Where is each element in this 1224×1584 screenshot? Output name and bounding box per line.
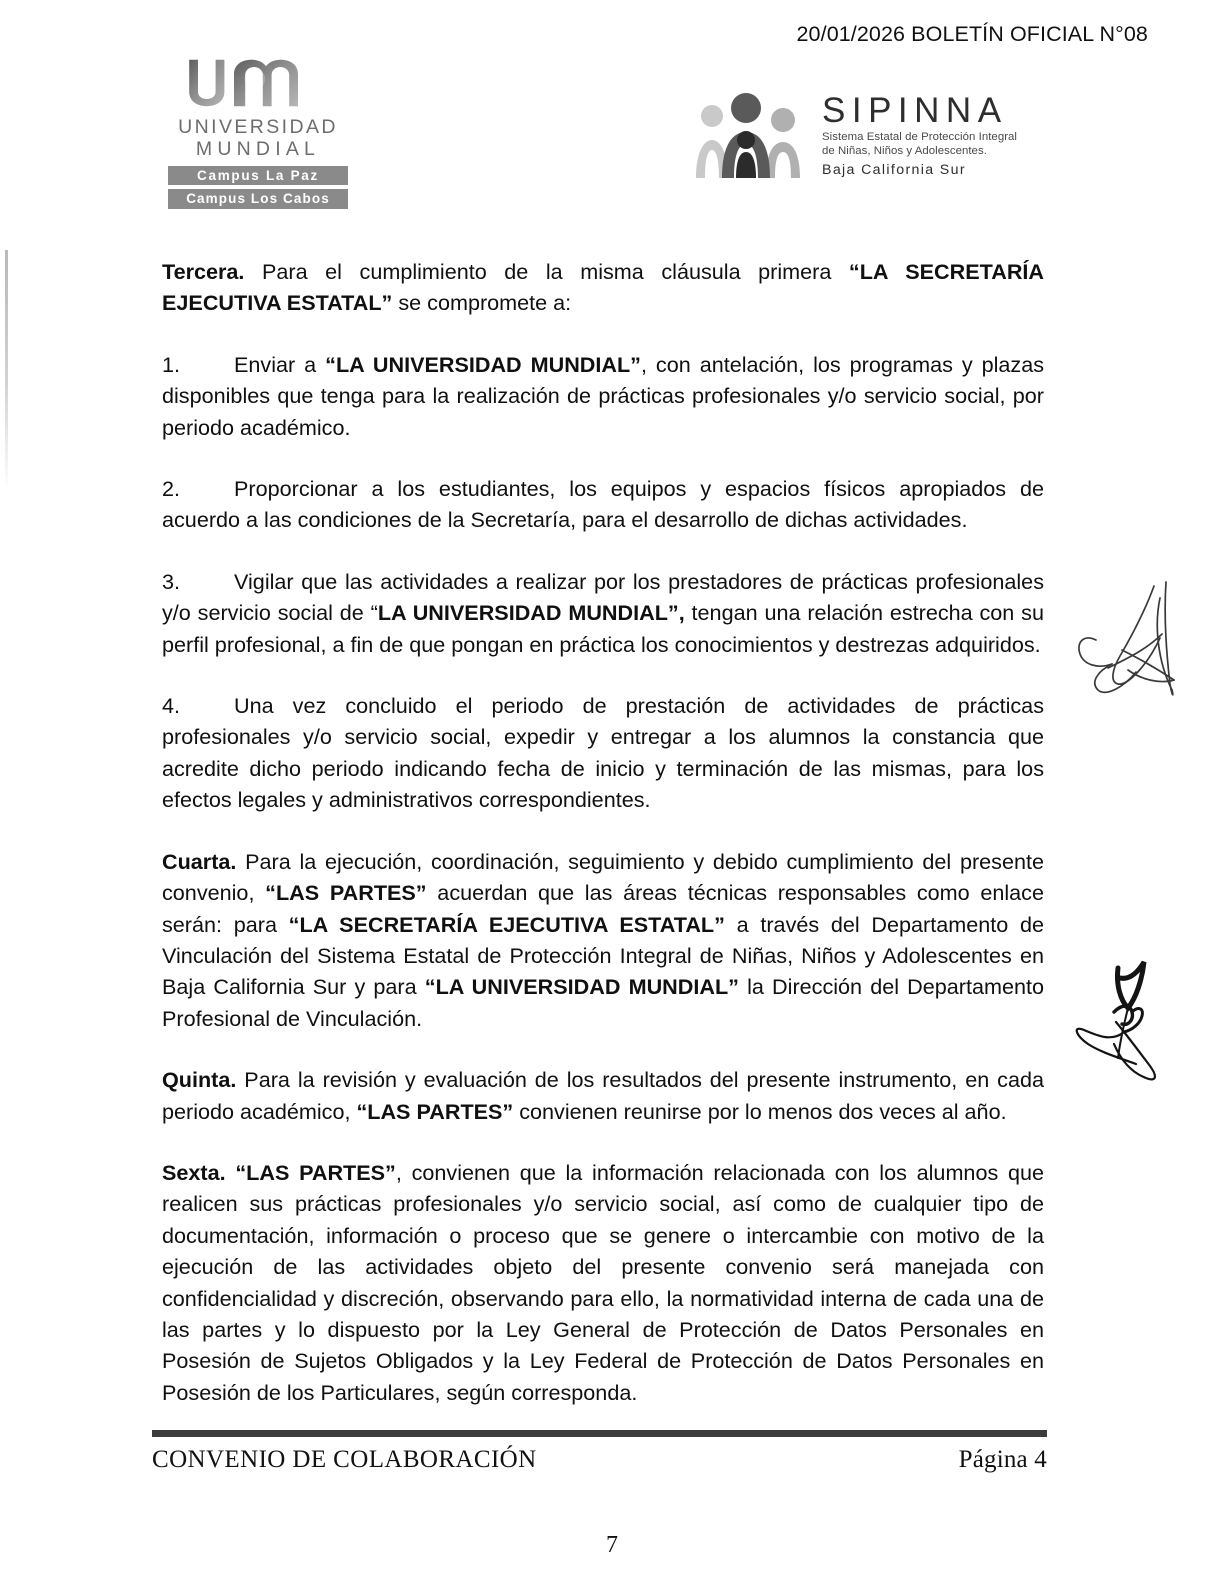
clause-quinta [162,1064,1044,1127]
signature-mark-2 [1058,938,1208,1098]
sheet-page-number: 7 [606,1532,618,1558]
list-item-1-bold1: “LA UNIVERSIDAD MUNDIAL” [325,351,641,377]
um-name-line2: MUNDIAL [195,137,321,160]
sipinna-state: Baja California Sur [822,161,966,178]
um-name-line1: UNIVERSIDAD [178,116,338,138]
list-item-3-bold1: LA UNIVERSIDAD MUNDIAL”, [377,600,685,626]
family-figures-icon [690,90,808,182]
clause-quinta-text1: Para la revisión y evaluación de los resultados del presente instrumento, en cada periodo académico, [162,1067,1044,1124]
sipinna-subtitle [822,131,1017,159]
clause-cuarta-text3: a través del Departamento de Vinculación del Sistema Estatal de Protección Integral de Niñas, Niños y Adolescentes en Baja California Sur y para [162,911,1044,1000]
sipinna-subtitle-line1: Sistema Estatal de Protección Integral [822,131,1018,143]
universidad-mundial-logo [168,55,348,209]
clause-tercera-label: Tercera. [162,259,245,284]
clause-cuarta-text1: Para la ejecución, coordinación, seguimiento y debido cumplimiento del presente convenio, [162,848,1044,906]
list-item-3-text1: Vigilar que las actividades a realizar por los prestadores de prácticas profesionales y/o servicio social de “ [162,568,1044,626]
footer [152,1446,1047,1474]
clause-cuarta [162,846,1044,1034]
list-item-3 [162,566,1044,660]
sipinna-title: SIPINNA [822,91,1008,130]
um-monogram-icon [178,55,338,111]
um-campus-la-paz-banner: Campus La Paz [168,166,348,186]
footer-document-title: CONVENIO DE COLABORACIÓN [152,1446,537,1473]
clause-cuarta-label: Cuarta. [162,848,237,874]
logo-row [0,52,1224,242]
um-campus-los-cabos-banner: Campus Los Cabos [168,189,348,209]
clause-tercera [162,256,1044,319]
clause-cuarta-bold1: “LAS PARTES” [265,880,427,906]
list-item-2-number: 2. [162,476,181,502]
bulletin-header: 20/01/2026 BOLETÍN OFICIAL N°08 [796,22,1148,46]
clause-sexta-text1 [226,1160,236,1185]
clause-tercera-bold1: “LA SECRETARÍA EJECUTIVA ESTATAL” [162,259,1045,316]
footer-page-label: Página 4 [958,1446,1047,1473]
list-item-4-number: 4. [162,693,181,719]
document-body [162,256,1044,1408]
clause-quinta-bold1: “LAS PARTES” [356,1098,514,1124]
list-item-1-number: 1. [162,351,181,377]
list-item-2-text: Proporcionar a los estudiantes, los equipos y espacios físicos apropiados de acuerdo a las condiciones de la Secretaría, para el desarrollo de dichas actividades. [162,476,1044,533]
list-item-3-text2: tengan una relación estrecha con su perfil profesional, a fin de que pongan en práctica los conocimientos y destrezas adquiridos. [162,600,1044,657]
list-item-4-text: Una vez concluido el periodo de prestación de actividades de prácticas profesionales y/o servicio social, expedir y entregar a los alumnos la constancia que acredite dicho periodo indicando fecha de inicio y terminación de las mismas, para los efectos legales y administrativos correspondientes. [162,693,1044,813]
clause-tercera-text1: Para el cumplimiento de la misma cláusula primera [244,259,849,284]
list-item-1-text1: Enviar a [234,351,326,377]
footer-divider [152,1430,1047,1437]
sipinna-logo [690,90,1017,182]
list-item-3-number: 3. [162,568,181,594]
clause-cuarta-bold3: “LA UNIVERSIDAD MUNDIAL” [424,974,739,1000]
clause-cuarta-bold2: “LA SECRETARÍA EJECUTIVA ESTATAL” [288,911,725,937]
clause-cuarta-text4: la Dirección del Departamento Profesional de Vinculación. [162,974,1044,1031]
list-item-1 [162,349,1044,443]
clause-tercera-text2: se compromete a: [392,290,572,316]
scan-edge-artifact [5,250,8,490]
clause-sexta-text2: , convienen que la información relacionada con los alumnos que realicen sus prácticas profesionales y/o servicio social, así como de cualquier tipo de documentación, información o proceso que se genere o intercambie con motivo de la ejecución de las actividades objeto del presente convenio será manejada con confidencialidad y discreción, observando para ello, la normatividad interna de cada una de las partes y lo dispuesto por la Ley General de Protección de Datos Personales en Posesión de Sujetos Obligados y la Ley Federal de Protección de Datos Personales en Posesión de los Particulares, según corresponda. [162,1159,1045,1405]
clause-quinta-label: Quinta. [162,1067,237,1093]
list-item-4 [162,690,1044,816]
signature-mark-1 [1062,572,1202,704]
clause-sexta-bold1: “LAS PARTES” [235,1159,396,1185]
sipinna-subtitle-line2: de Niñas, Niños y Adolescentes. [822,144,987,157]
clause-quinta-text2: convienen reunirse por lo menos dos veces al año. [513,1098,1007,1124]
list-item-2 [162,473,1044,536]
clause-cuarta-text2: acuerdan que las áreas técnicas responsables como enlace serán: para [162,880,1044,937]
clause-sexta-label: Sexta. [162,1159,226,1185]
clause-sexta [162,1157,1044,1408]
list-item-1-text2: , con antelación, los programas y plazas disponibles que tenga para la realización de prácticas profesionales y/o servicio social, por periodo académico. [162,351,1045,440]
sipinna-text-block [822,90,1017,178]
